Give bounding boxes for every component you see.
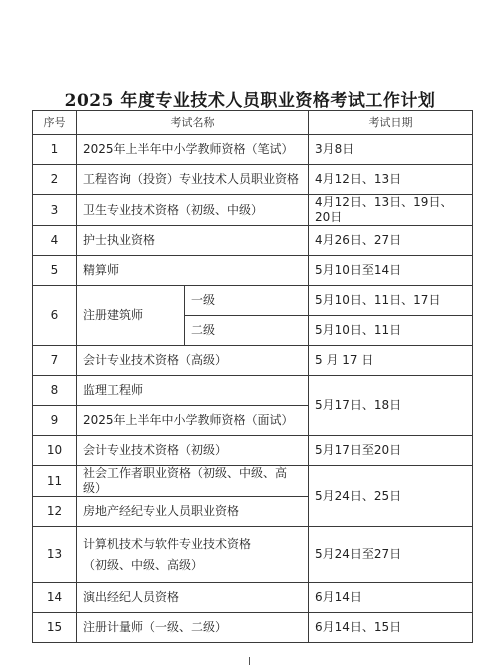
row-seq: 6 xyxy=(33,286,77,346)
row-name: 工程咨询（投资）专业技术人员职业资格 xyxy=(77,165,309,195)
row-name-line1: 计算机技术与软件专业技术资格 xyxy=(83,536,252,551)
row-name: 注册计量师（一级、二级） xyxy=(77,613,309,643)
header-date: 考试日期 xyxy=(309,111,473,135)
row-name: 护士执业资格 xyxy=(77,226,309,256)
row-date: 5 月 17 日 xyxy=(309,346,473,376)
table-row xyxy=(33,135,473,165)
row-name: 会计专业技术资格（高级） xyxy=(77,346,309,376)
table-row xyxy=(33,165,473,195)
row-date: 5月10日、11日、17日 xyxy=(309,286,473,316)
row-date: 4月26日、27日 xyxy=(309,226,473,256)
row-date: 5月17日、18日 xyxy=(309,376,473,436)
row-seq: 8 xyxy=(33,376,77,406)
exam-schedule-table xyxy=(32,110,473,643)
row-seq: 10 xyxy=(33,436,77,466)
row-seq: 11 xyxy=(33,466,77,497)
table-header-row xyxy=(33,111,473,135)
row-name: 注册建筑师 xyxy=(77,286,185,346)
row-date: 6月14日、15日 xyxy=(309,613,473,643)
row-seq: 2 xyxy=(33,165,77,195)
row-date: 5月17日至20日 xyxy=(309,436,473,466)
row-seq: 5 xyxy=(33,256,77,286)
row-seq: 12 xyxy=(33,497,77,527)
row-sublevel: 一级 xyxy=(185,286,309,316)
header-seq: 序号 xyxy=(33,111,77,135)
table-row xyxy=(33,436,473,466)
row-name: 卫生专业技术资格（初级、中级） xyxy=(77,195,309,226)
row-date: 3月8日 xyxy=(309,135,473,165)
row-seq: 9 xyxy=(33,406,77,436)
row-name: 2025年上半年中小学教师资格（笔试） xyxy=(77,135,309,165)
row-seq: 14 xyxy=(33,583,77,613)
document-title: 2025 年度专业技术人员职业资格考试工作计划 xyxy=(64,91,436,111)
row-seq: 13 xyxy=(33,527,77,583)
row-seq: 3 xyxy=(33,195,77,226)
row-seq: 4 xyxy=(33,226,77,256)
row-date: 5月24日、25日 xyxy=(309,466,473,527)
table-row xyxy=(33,613,473,643)
row-name: 演出经纪人员资格 xyxy=(77,583,309,613)
row-name: 会计专业技术资格（初级） xyxy=(77,436,309,466)
table-row xyxy=(33,256,473,286)
row-date: 5月24日至27日 xyxy=(309,527,473,583)
row-name: 社会工作者职业资格（初级、中级、高级） xyxy=(77,466,309,497)
table-row xyxy=(33,195,473,226)
table-row xyxy=(33,286,473,316)
table-row xyxy=(33,583,473,613)
table-row xyxy=(33,226,473,256)
row-date: 5月10日至14日 xyxy=(309,256,473,286)
table-row xyxy=(33,346,473,376)
row-seq: 1 xyxy=(33,135,77,165)
row-name xyxy=(77,527,309,583)
row-name: 精算师 xyxy=(77,256,309,286)
row-name-line2: （初级、中级、高级） xyxy=(83,557,204,572)
row-seq: 7 xyxy=(33,346,77,376)
row-sublevel: 二级 xyxy=(185,316,309,346)
table-row xyxy=(33,527,473,583)
row-date: 5月10日、11日 xyxy=(309,316,473,346)
page-marker xyxy=(249,657,250,665)
header-name: 考试名称 xyxy=(77,111,309,135)
table-row xyxy=(33,376,473,406)
row-seq: 15 xyxy=(33,613,77,643)
table-row xyxy=(33,466,473,497)
row-date: 4月12日、13日 xyxy=(309,165,473,195)
row-date: 6月14日 xyxy=(309,583,473,613)
row-name: 2025年上半年中小学教师资格（面试） xyxy=(77,406,309,436)
row-name: 监理工程师 xyxy=(77,376,309,406)
row-name: 房地产经纪专业人员职业资格 xyxy=(77,497,309,527)
row-date: 4月12日、13日、19日、20日 xyxy=(309,195,473,226)
